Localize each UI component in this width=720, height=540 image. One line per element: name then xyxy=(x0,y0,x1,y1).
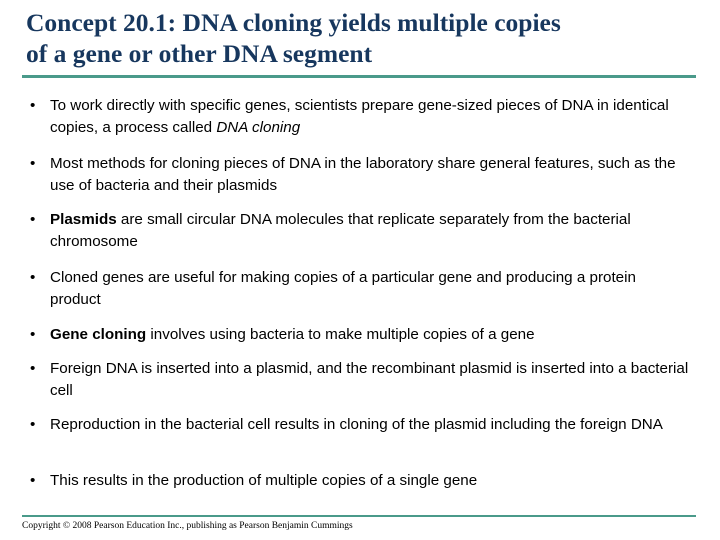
bullet-item xyxy=(30,209,690,253)
bullet-item xyxy=(30,358,690,402)
bullet-text-bold: Plasmids xyxy=(50,211,117,228)
slide-title-line-1: Concept 20.1: DNA cloning yields multiple copies xyxy=(26,8,561,37)
copyright-footer: Copyright © 2008 Pearson Education Inc., publishing as Pearson Benjamin Cummings xyxy=(22,521,353,531)
bullet-marker: • xyxy=(30,211,36,228)
bullet-item xyxy=(30,95,690,139)
bullet-text: Most methods for cloning pieces of DNA in the laboratory share general features, such as the use of bacteria and their plasmids xyxy=(50,155,676,194)
bullet-item xyxy=(30,470,477,492)
bullet-marker: • xyxy=(30,416,36,433)
bullet-text-plain: To work directly with specific genes, scientists prepare gene-sized pieces of DNA in identical copies, a process called xyxy=(50,97,669,136)
bullet-text: Reproduction in the bacterial cell results in cloning of the plasmid including the foreign DNA xyxy=(50,416,663,433)
bullet-marker: • xyxy=(30,269,36,286)
bullet-text xyxy=(50,324,535,346)
bullet-item xyxy=(30,153,690,197)
bullet-item xyxy=(30,324,535,346)
bullet-text-plain: are small circular DNA molecules that replicate separately from the bacterial chromosome xyxy=(50,211,631,250)
bullet-text xyxy=(50,209,690,253)
bullet-marker: • xyxy=(30,155,36,172)
slide-title xyxy=(26,7,706,69)
bullet-text xyxy=(50,95,690,139)
slide-title-line-2: of a gene or other DNA segment xyxy=(26,39,373,68)
bullet-text-italic: DNA cloning xyxy=(216,119,301,136)
bullet-text: This results in the production of multiple copies of a single gene xyxy=(50,472,478,489)
footer-divider xyxy=(22,515,696,517)
bullet-marker: • xyxy=(30,472,36,489)
bullet-marker: • xyxy=(30,326,36,343)
bullet-marker: • xyxy=(30,360,36,377)
title-divider xyxy=(22,75,696,78)
bullet-text: Foreign DNA is inserted into a plasmid, and the recombinant plasmid is inserted into a bacterial cell xyxy=(50,360,689,399)
bullet-text: Cloned genes are useful for making copies of a particular gene and producing a protein product xyxy=(50,269,636,308)
bullet-marker: • xyxy=(30,97,36,114)
bullet-item xyxy=(30,267,690,311)
bullet-item xyxy=(30,414,663,436)
bullet-text-bold: Gene cloning xyxy=(50,326,147,343)
bullet-text-plain: involves using bacteria to make multiple copies of a gene xyxy=(146,326,535,343)
